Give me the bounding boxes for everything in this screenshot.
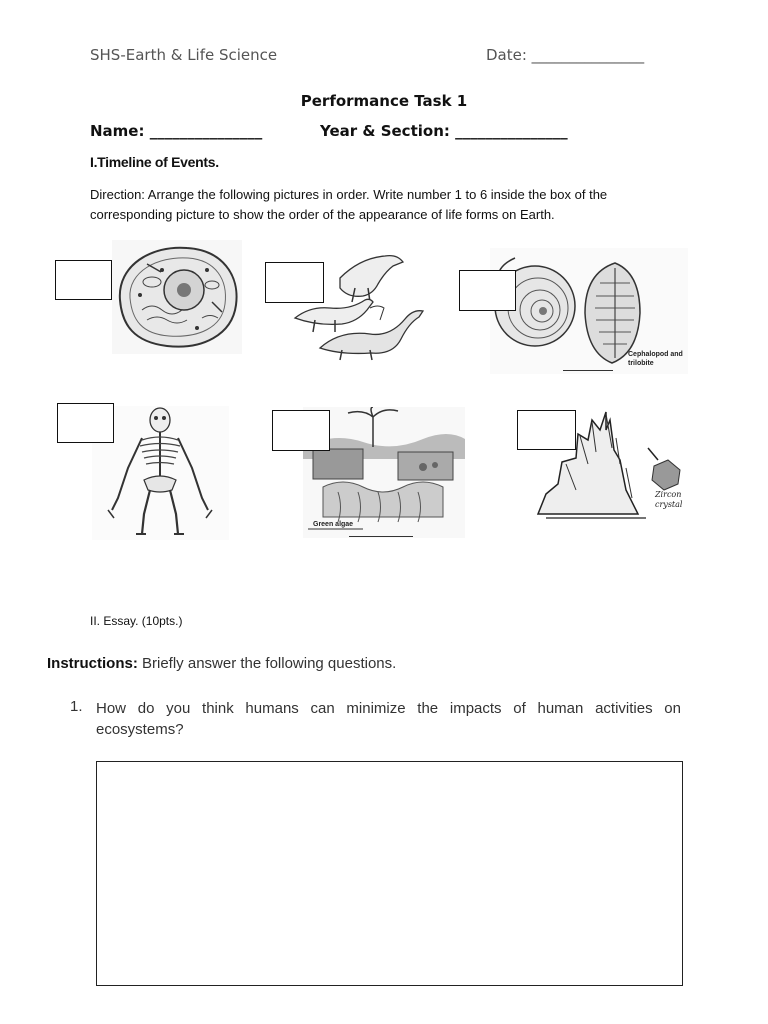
order-box-2[interactable] <box>265 262 324 303</box>
question-text: How do you think humans can minimize the impacts of human activities on ecosystems? <box>96 700 681 738</box>
page-title: Performance Task 1 <box>300 92 468 110</box>
caption-blank-5[interactable] <box>349 528 413 537</box>
instructions-label: Instructions: <box>47 655 138 672</box>
picture-caption: Green algae <box>313 521 354 528</box>
year-section-field[interactable]: Year & Section: _______________ <box>320 122 568 140</box>
picture-caption: Cephalopod and trilobite <box>628 351 683 367</box>
name-field[interactable]: Name: _______________ <box>90 122 263 140</box>
section-heading-essay: II. Essay. (10pts.) <box>90 614 183 628</box>
subject-header: SHS-Earth & Life Science <box>90 46 278 64</box>
instructions-text: Briefly answer the following questions. <box>137 655 397 672</box>
question-number: 1. <box>70 698 83 715</box>
order-box-6[interactable] <box>517 410 576 450</box>
caption-blank-3[interactable] <box>563 362 613 371</box>
order-box-3[interactable] <box>459 270 516 311</box>
section-heading-timeline: I.Timeline of Events. <box>90 154 219 170</box>
date-field[interactable]: Date: _______________ <box>486 46 645 64</box>
picture-caption: Zircon crystal <box>655 490 683 509</box>
order-box-4[interactable] <box>57 403 114 443</box>
direction-text: Direction: Arrange the following pictures in order. Write number 1 to 6 inside the box of the corresponding picture to show the order of the appearance of life forms on Earth. <box>90 187 608 222</box>
order-box-1[interactable] <box>55 260 112 300</box>
answer-box[interactable] <box>96 761 683 986</box>
cell-icon <box>112 240 242 354</box>
instructions <box>47 655 396 672</box>
order-box-5[interactable] <box>272 410 330 451</box>
